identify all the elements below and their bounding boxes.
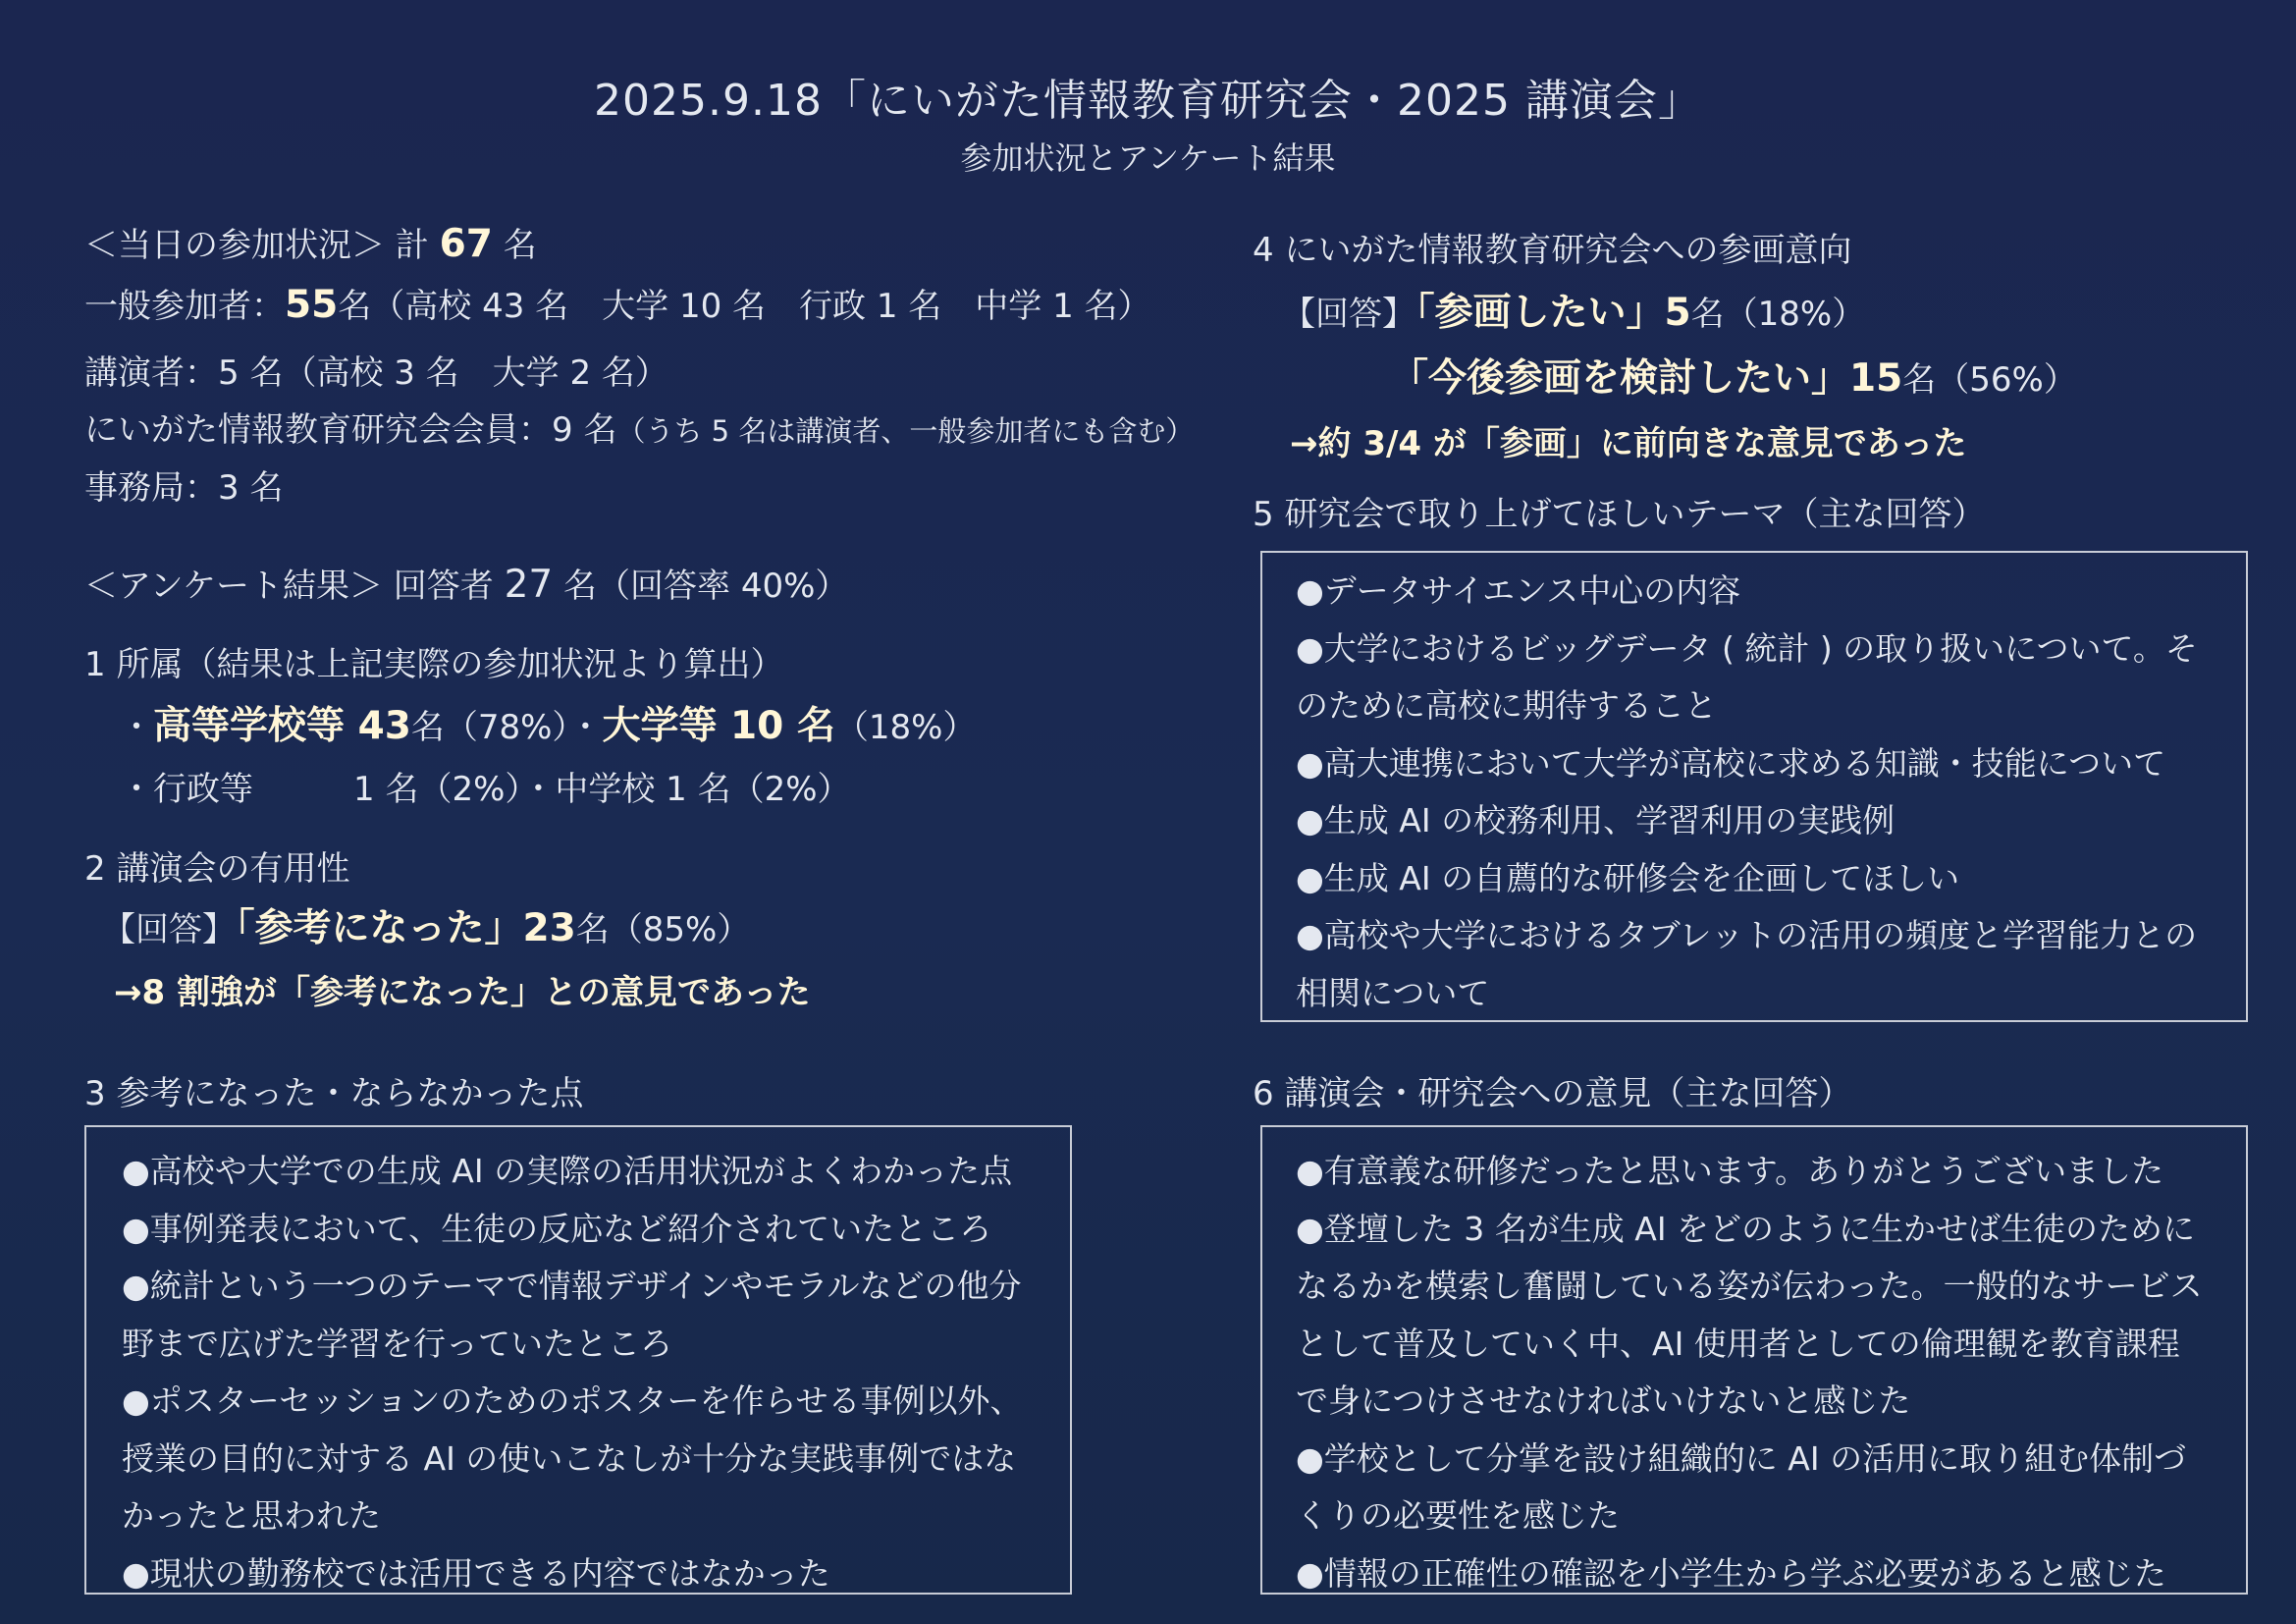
list-item: ●ポスターセッションのためのポスターを作らせる事例以外、 <box>122 1381 1023 1420</box>
speakers-line: 講演者：5 名（高校 3 名 大学 2 名） <box>84 353 668 393</box>
section6-heading: 6 講演会・研究会への意見（主な回答） <box>1253 1074 1852 1113</box>
list-item: ●生成 AI の自薦的な研修会を企画してほしい <box>1296 858 1960 897</box>
list-item: ●事例発表において、生徒の反応など紹介されていたところ <box>122 1209 992 1248</box>
list-item: 授業の目的に対する AI の使いこなしが十分な実践事例ではな <box>122 1438 1017 1478</box>
survey-heading-suffix: 名（回答率 40%） <box>563 567 849 606</box>
survey-respondents: 27 <box>504 563 554 607</box>
section4-conclusion: →約 3/4 が「参画」に前向きな意見であった <box>1290 424 1967 463</box>
general-detail: 名（高校 43 名 大学 10 名 行政 1 名 中学 1 名） <box>338 287 1151 326</box>
list-item: として普及していく中、AI 使用者としての倫理観を教育課程 <box>1296 1324 2180 1363</box>
section4-heading: 4 にいがた情報教育研究会への参画意向 <box>1253 231 1852 270</box>
section1-university-rate: （18%） <box>834 708 977 747</box>
list-item: ●高大連携において大学が高校に求める知識・技能について <box>1296 743 2166 783</box>
participation-total-unit: 名 <box>503 226 537 265</box>
section4-answer-prefix: 【回答】 <box>1282 295 1415 334</box>
page-title: 2025.9.18「にいがた情報教育研究会・2025 講演会」 <box>594 76 1702 126</box>
list-item: ●登壇した 3 名が生成 AI をどのように生かせば生徒のために <box>1296 1209 2196 1248</box>
list-item: ●高校や大学におけるタブレットの活用の頻度と学習能力との <box>1296 916 2198 954</box>
section1-bullet: ・ <box>120 708 153 747</box>
participation-heading-label: ＜当日の参加状況＞ 計 <box>84 226 429 265</box>
section5-box <box>1260 551 2248 1022</box>
section1-heading: 1 所属（結果は上記実際の参加状況より算出） <box>84 645 784 684</box>
list-item: ●データサイエンス中心の内容 <box>1296 571 1741 610</box>
section4-answer1-bold: 「参画したい」5 <box>1415 291 1691 335</box>
section1-highschool: 高等学校等 43 <box>153 704 411 748</box>
participation-total: 67 <box>439 222 493 266</box>
list-item: ●生成 AI の校務利用、学習利用の実践例 <box>1296 801 1896 839</box>
members-main: にいがた情報教育研究会会員：9 名 <box>84 410 617 450</box>
list-item: ●情報の正確性の確認を小学生から学ぶ必要があると感じた <box>1296 1553 2166 1593</box>
section2-heading: 2 講演会の有用性 <box>84 849 350 889</box>
list-item: ●現状の勤務校では活用できる内容ではなかった <box>122 1553 830 1593</box>
section6-box <box>1260 1125 2248 1595</box>
section1-line2: ・行政等 1 名（2%）・中学校 1 名（2%） <box>120 770 851 809</box>
list-item: かったと思われた <box>122 1496 381 1535</box>
list-item: くりの必要性を感じた <box>1296 1496 1620 1535</box>
survey-heading <box>84 559 848 607</box>
page-subtitle: 参加状況とアンケート結果 <box>960 139 1336 177</box>
section6-list <box>1262 1127 2246 1602</box>
section2-conclusion: →8 割強が「参考になった」との意見であった <box>114 973 811 1012</box>
list-item: で身につけさせなければいけないと感じた <box>1296 1381 1911 1420</box>
list-item: ●大学におけるビッグデータ ( 統計 ) の取り扱いについて。そ <box>1296 628 2198 668</box>
general-participants <box>84 279 1151 327</box>
section2-answer-bold: 「参考になった」23 <box>236 906 576 950</box>
survey-heading-prefix: ＜アンケート結果＞ 回答者 <box>84 567 494 606</box>
section2-answer-prefix: 【回答】 <box>102 910 236 949</box>
list-item: ●高校や大学での生成 AI の実際の活用状況がよくわかった点 <box>122 1152 1013 1190</box>
section5-heading: 5 研究会で取り上げてほしいテーマ（主な回答） <box>1253 495 1986 534</box>
list-item: 相関について <box>1296 973 1490 1012</box>
general-count: 55 <box>285 283 339 327</box>
section4-answer1-suffix: 名（18%） <box>1690 295 1866 334</box>
list-item: なるかを模索し奮闘している姿が伝わった。一般的なサービス <box>1296 1267 2203 1305</box>
section4-answer2-suffix: 名（56%） <box>1902 360 2077 400</box>
participation-heading <box>84 218 537 266</box>
section1-university: 大学等 10 名 <box>602 704 835 748</box>
members-note: （うち 5 名は講演者、一般参加者にも含む） <box>616 414 1195 448</box>
members-line <box>84 403 1194 451</box>
section4-answer2-bold: 「今後参画を検討したい」15 <box>1390 356 1903 401</box>
section4-answer2 <box>1390 348 2077 403</box>
list-item: ●有意義な研修だったと思います。ありがとうございました <box>1296 1152 2164 1190</box>
list-item: 野まで広げた学習を行っていたところ <box>122 1324 672 1363</box>
section2-answer <box>102 897 750 952</box>
section3-heading: 3 参考になった・ならなかった点 <box>84 1074 584 1113</box>
section5-list <box>1262 553 2246 1022</box>
list-item: ●学校として分掌を設け組織的に AI の活用に取り組む体制づ <box>1296 1438 2187 1478</box>
list-item: ●統計という一つのテーマで情報デザインやモラルなどの他分 <box>122 1267 1022 1305</box>
section3-list <box>86 1127 1070 1602</box>
section1-line1 <box>120 695 976 750</box>
section3-box <box>84 1125 1072 1595</box>
general-label: 一般参加者： <box>84 287 285 326</box>
list-item: のために高校に期待すること <box>1296 686 1717 725</box>
office-line: 事務局：3 名 <box>84 468 284 508</box>
section4-answer1 <box>1282 282 1865 337</box>
section1-highschool-rate: 名（78%）・ <box>410 708 603 747</box>
section2-answer-suffix: 名（85%） <box>575 910 751 949</box>
